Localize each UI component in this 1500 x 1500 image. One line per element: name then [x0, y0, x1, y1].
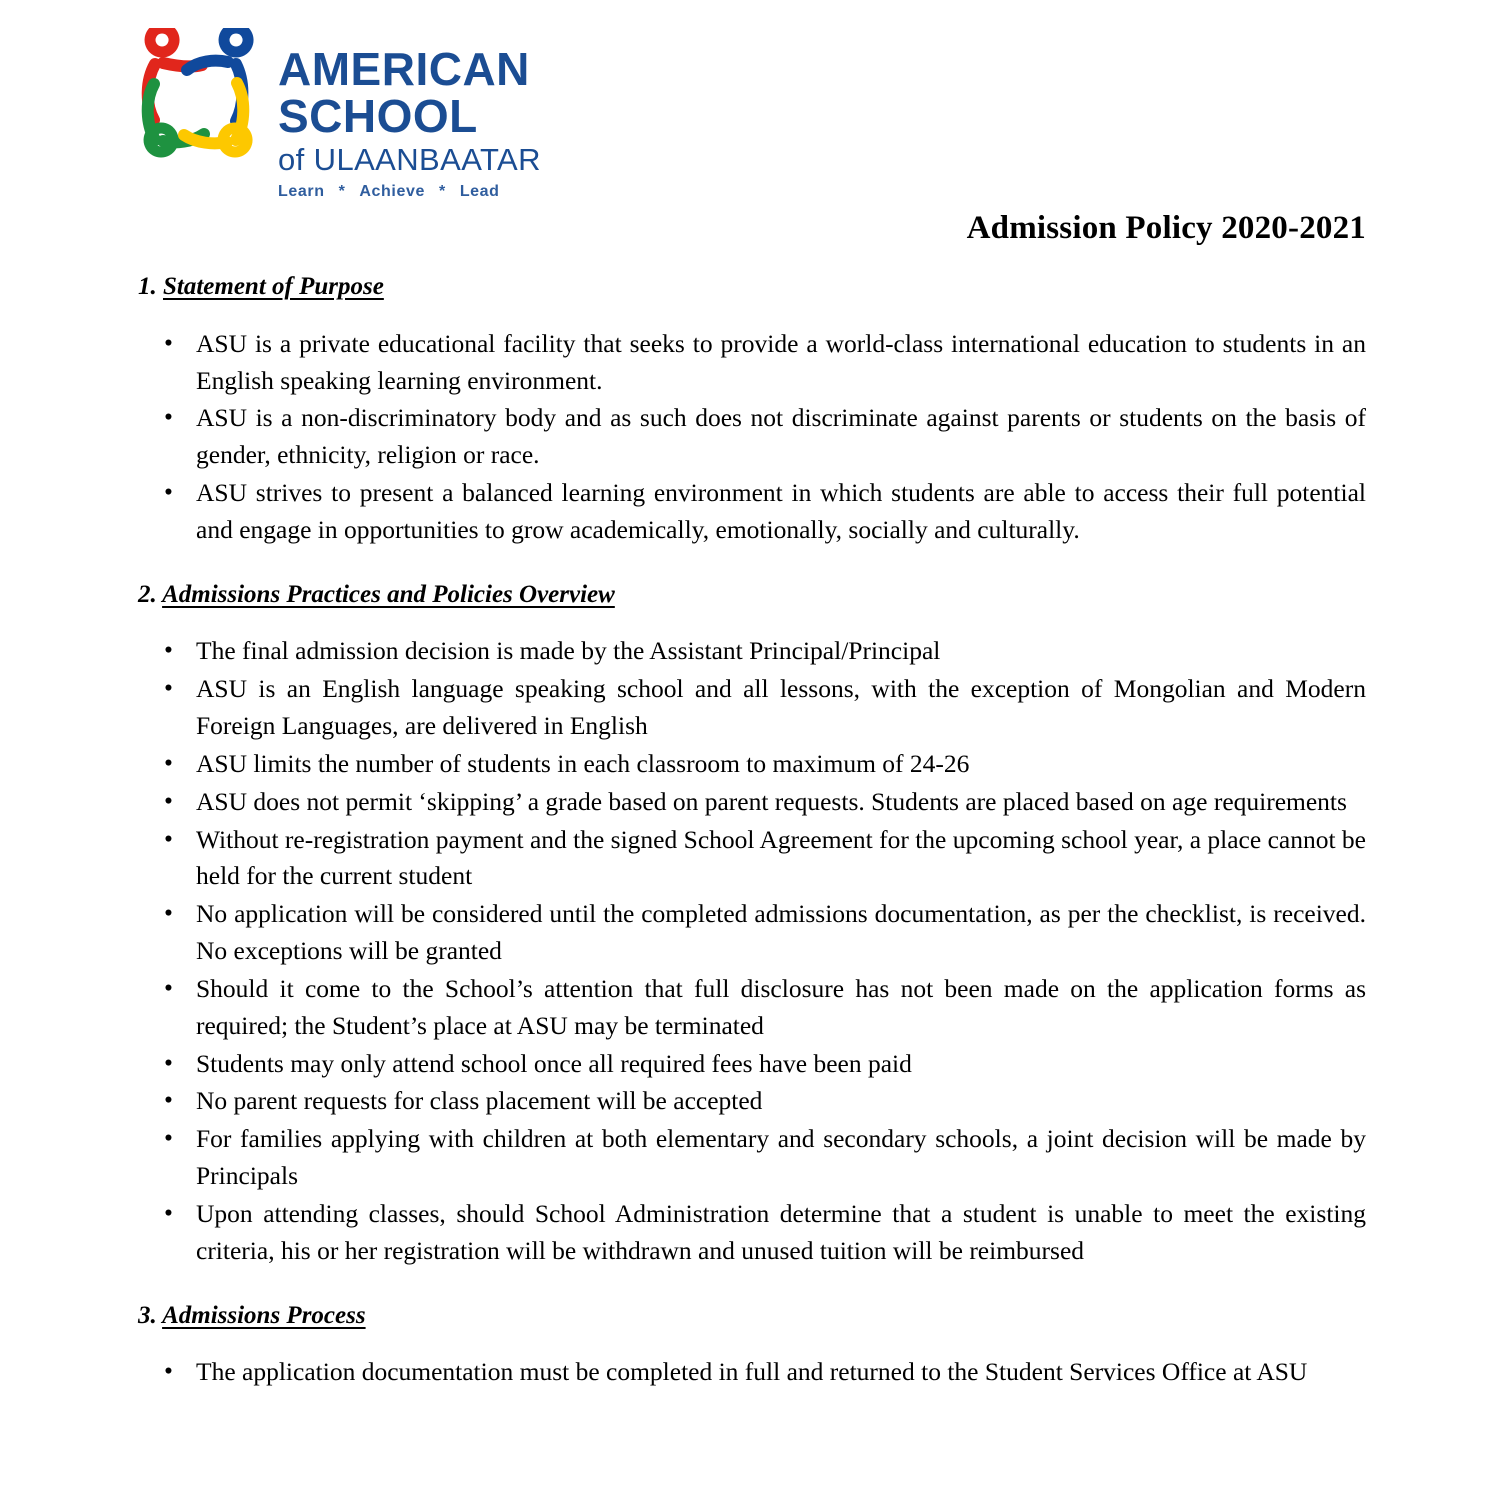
list-item [138, 671, 1366, 745]
tagline-separator-2: * [438, 183, 446, 201]
list-item [138, 1121, 1366, 1195]
list-item-text: Students may only attend school once all required fees have been paid [196, 1048, 912, 1078]
document-body [138, 208, 1366, 1392]
list-item [138, 326, 1366, 400]
list-item-text: Should it come to the School’s attention that full disclosure has not been made on the application forms as required; the Student’s place at ASU may be terminated [196, 973, 1366, 1040]
logo-wordmark [278, 28, 541, 201]
list-item-text: ASU is a non-discriminatory body and as such does not discriminate against parents or students on the basis of gender, ethnicity, religion or race. [196, 403, 1366, 470]
list-item-text: ASU does not permit ‘skipping’ a grade based on parent requests. Students are placed based on age requirements [196, 786, 1347, 816]
logo-line-of-ulaanbaatar: of ULAANBAATAR [278, 141, 541, 177]
list-item-text: The final admission decision is made by the Assistant Principal/Principal [196, 636, 941, 666]
section-statement-of-purpose [138, 271, 1366, 549]
list-item [138, 896, 1366, 970]
tagline-lead: Lead [459, 183, 500, 201]
section-title-1: Statement of Purpose [163, 273, 384, 301]
tagline-learn: Learn [278, 183, 325, 201]
section-heading-3 [138, 1300, 1366, 1333]
list-item-text: No application will be considered until the completed admissions documentation, as per the checklist, is received. No exceptions will be granted [196, 899, 1366, 966]
list-item [138, 784, 1366, 821]
list-item [138, 971, 1366, 1045]
tagline-separator-1: * [338, 183, 346, 201]
list-item [138, 1046, 1366, 1083]
section-admissions-process [138, 1300, 1366, 1391]
section-number-3: 3. [138, 1301, 157, 1329]
section-number-1: 1. [138, 273, 157, 301]
list-item-text: ASU is an English language speaking school and all lessons, with the exception of Mongolian and Modern Foreign Languages, are delivered in English [196, 674, 1366, 740]
logo-line-american: AMERICAN [278, 43, 530, 95]
asu-interlocking-figures-logo-icon [132, 28, 264, 176]
list-item-text: ASU limits the number of students in each classroom to maximum of 24-26 [196, 748, 970, 778]
list-item-text: No parent requests for class placement will be accepted [196, 1086, 763, 1116]
logo-line-school: SCHOOL [278, 89, 478, 142]
list-item-text: Without re-registration payment and the signed School Agreement for the upcoming school year, a place cannot be held for the current student [196, 824, 1366, 891]
bullet-list-2 [138, 633, 1366, 1269]
list-item [138, 475, 1366, 549]
section-heading-2 [138, 579, 1366, 612]
section-number-2: 2. [138, 580, 157, 608]
list-item [138, 400, 1366, 474]
list-item-text: The application documentation must be completed in full and returned to the Student Services Office at ASU [196, 1357, 1308, 1387]
section-admissions-practices [138, 579, 1366, 1270]
bullet-list-3 [138, 1354, 1366, 1391]
section-title-3: Admissions Process [162, 1301, 366, 1329]
list-item [138, 1083, 1366, 1120]
list-item-text: Upon attending classes, should School Administration determine that a student is unable to meet the existing criteria, his or her registration will be withdrawn and unused tuition will be reimbursed [196, 1198, 1366, 1265]
logo-tagline [278, 183, 541, 201]
list-item-text: ASU is a private educational facility that seeks to provide a world-class international education to students in an English speaking learning environment. [196, 328, 1366, 395]
list-item [138, 746, 1366, 783]
list-item [138, 1196, 1366, 1270]
list-item [138, 633, 1366, 670]
bullet-list-1 [138, 326, 1366, 549]
list-item-text: ASU strives to present a balanced learning environment in which students are able to access their full potential and engage in opportunities to grow academically, emotionally, socially and culturally. [196, 478, 1366, 544]
school-logo [132, 28, 541, 201]
list-item [138, 822, 1366, 896]
section-heading-1 [138, 271, 1366, 304]
list-item-text: For families applying with children at both elementary and secondary schools, a joint decision will be made by Principals [196, 1124, 1366, 1191]
list-item [138, 1354, 1366, 1391]
page-title: Admission Policy 2020-2021 [966, 210, 1366, 246]
tagline-achieve: Achieve [359, 183, 425, 201]
section-title-2: Admissions Practices and Policies Overview [162, 580, 615, 608]
